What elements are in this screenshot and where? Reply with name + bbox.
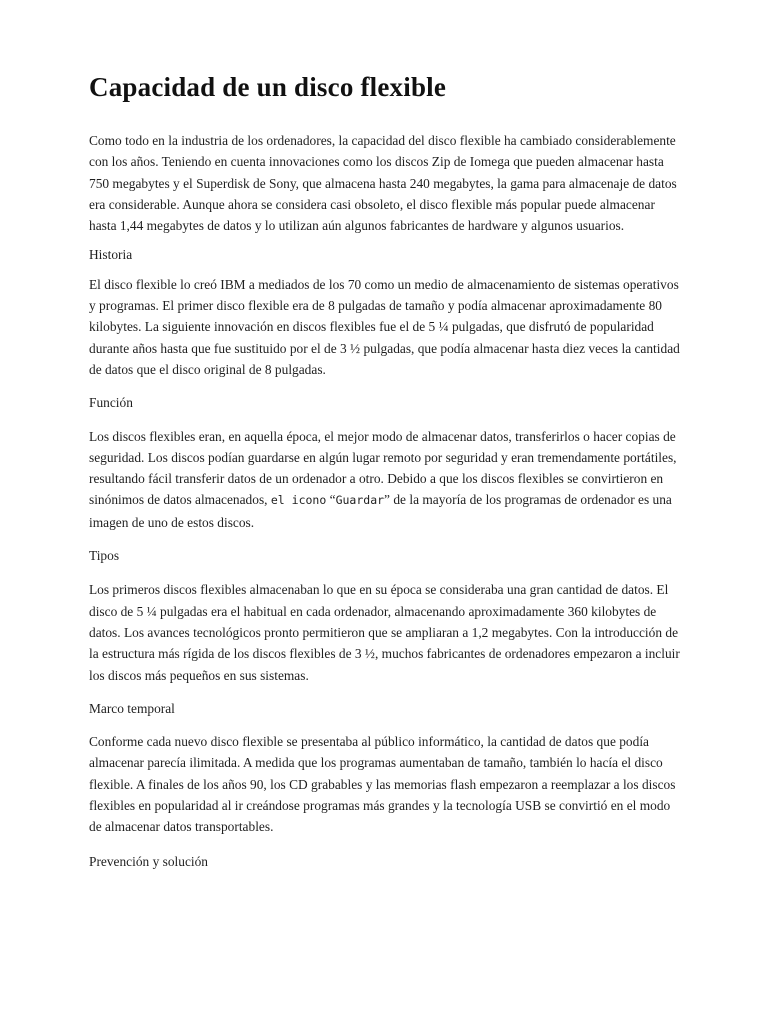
funcion-icon-phrase: el icono	[270, 493, 327, 508]
funcion-guardar-word: Guardar	[335, 493, 385, 508]
intro-paragraph: Como todo en la industria de los ordenadores, la capacidad del disco flexible ha cambiado considerablemente con los años. Teniendo en cuenta innovaciones como los discos Zip de Iomega que pueden almacenar hasta 750 megabytes y el Superdisk de Sony, que almacena hasta 240 megabytes, la gama para almacenaje de datos era considerable. Aunque ahora se considera casi obsoleto, el disco flexible más popular puede almacenar hasta 1,44 megabytes de datos y lo utilizan aún algunos fabricantes de hardware y algunos usuarios.	[89, 133, 677, 234]
document-page	[89, 70, 681, 872]
funcion-quote-close: ”	[384, 492, 390, 508]
section-heading-tipos: Tipos	[89, 548, 120, 564]
section-heading-historia: Historia	[89, 247, 133, 263]
funcion-text-after: de la mayoría de los programas de ordenador es una imagen de uno de estos discos.	[89, 492, 672, 530]
document-title: Capacidad de un disco flexible	[89, 72, 447, 102]
section-paragraph-tipos: Los primeros discos flexibles almacenaban lo que en su época se consideraba una gran cantidad de datos. El disco de 5 ¼ pulgadas era el habitual en cada ordenador, almacenando aproximadamente 360 kilobytes de datos. Los avances tecnológicos pronto permitieron que se ampliaran a 1,2 megabytes. Con la introducción de la estructura más rígida de los discos flexibles de 3 ½, muchos fabricantes de ordenadores empezaron a incluir los discos más pequeños en sus sistemas.	[89, 582, 680, 683]
section-paragraph-marco-temporal: Conforme cada nuevo disco flexible se presentaba al público informático, la cantidad de datos que podía almacenar parecía ilimitada. A medida que los programas aumentaban de tamaño, también lo hacía el disco flexible. A finales de los años 90, los CD grabables y las memorias flash empezaron a reemplazar a los discos flexibles en popularidad al ir creándose programas más grandes y la tecnología USB se convirtió en el modo de almacenar datos transportables.	[89, 734, 676, 835]
section-paragraph-historia: El disco flexible lo creó IBM a mediados de los 70 como un medio de almacenamiento de sistemas operativos y programas. El primer disco flexible era de 8 pulgadas de tamaño y podía almacenar aproximadamente 80 kilobytes. La siguiente innovación en discos flexibles fue el de 5 ¼ pulgadas, que disfrutó de popularidad durante años hasta que fue sustituido por el de 3 ½ pulgadas, que podía almacenar hasta diez veces la cantidad de datos que el disco original de 8 pulgadas.	[89, 276, 680, 377]
section-paragraph-funcion	[89, 426, 681, 533]
section-heading-funcion: Función	[89, 395, 133, 411]
funcion-quote-open: “	[329, 492, 336, 508]
funcion-text-before: Los discos flexibles eran, en aquella época, el mejor modo de almacenar datos, transferirlos o hacer copias de seguridad. Los discos podían guardarse en algún lugar remoto por seguridad y eran tremendamente portátiles, resultando fácil transferir datos de un ordenador a otro. Debido a que los discos flexibles se convirtieron en sinónimos de datos almacenados,	[89, 428, 677, 508]
section-heading-prevencion: Prevención y solución	[89, 853, 209, 869]
section-heading-marco-temporal: Marco temporal	[89, 700, 175, 716]
